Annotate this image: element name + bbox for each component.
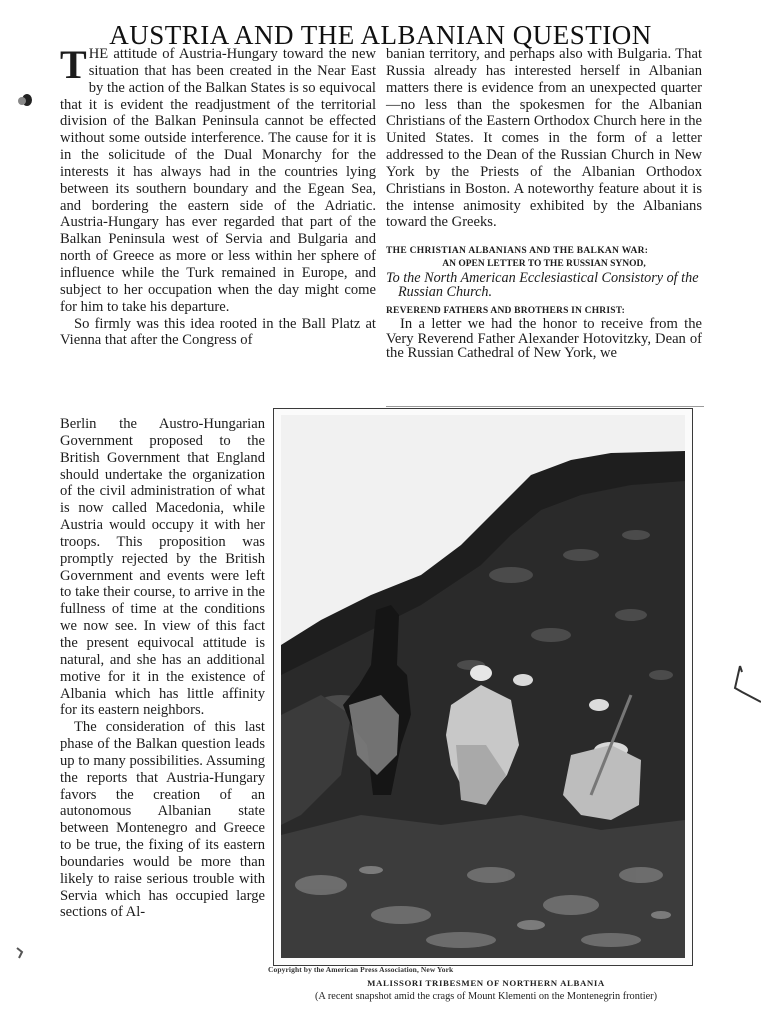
left-column-narrow [60, 416, 265, 921]
left-column-wide [60, 42, 376, 349]
article-title: AUSTRIA AND THE ALBANIAN QUESTION [109, 20, 652, 51]
column-divider-rule [386, 406, 704, 407]
ink-blot-mark-icon [14, 946, 26, 960]
paragraph-3: The consideration of this last phase of the Balkan question leads up to many possibilities. Assuming the reports that Austria-Hungary favors the creation of an autonomous Albanian state between Montenegro and Greece to be true, the fixing of its eastern boundaries would be more than likely to raise serious trouble with Servia which has occupied large sections of Al- [60, 719, 265, 921]
letter-subheading: AN OPEN LETTER TO THE RUSSIAN SYNOD, [442, 259, 646, 270]
ink-blot-mark-icon [16, 92, 34, 108]
paragraph-1: THE attitude of Austria-Hungary toward the new situation that has been created in the Near East by the action of the Balkan States is so equivocal that it is evident the readjustment of the territorial division of the Balkan Peninsula cannot be effected without some outside interference. The cause for it is in the solicitude of the Dual Monarchy for the interests it has always had in the countries lying between its southern boundary and the Egean Sea, and bordering the eastern side of the Adriatic. Austria-Hungary has ever regarded that part of the Balkan Peninsula west of Servia and Bulgaria and north of Greece as more or less within her sphere of influence while the Turk remained in Europe, and subject to her occupation when the day might come for him to take his departure. [60, 42, 376, 315]
drop-cap: T [60, 42, 87, 87]
letter-heading: THE CHRISTIAN ALBANIANS AND THE BALKAN WAR: [386, 246, 649, 257]
letter-salutation: REVEREND FATHERS AND BROTHERS IN CHRIST: [386, 306, 625, 317]
letter-address: To the North American Ecclesiastical Consistory of the Russian Church. [386, 270, 699, 301]
letter-body: In a letter we had the honor to receive from the Very Reverend Father Alexander Hotovitzky, Dean of the Russian Cathedral of New York, we [386, 316, 702, 362]
photo-credit: Copyright by the American Press Association, New York [268, 965, 454, 974]
paragraph-2-continued: Berlin the Austro-Hungarian Government proposed to the British Government that England should undertake the organization of the civil administration of what is now called Macedonia, while Austria would occupy it with her troops. This proposition was promptly rejected by the British Government and events were left to take their course, to arrive in the fullness of time at the conditions we now see. In view of this fact the present equivocal attitude is natural, and she has an additional motive for it in the existence of Albania which has little affinity for its eastern neighbors. [60, 416, 265, 719]
caption-subtitle: (A recent snapshot amid the crags of Mount Klementi on the Montenegrin frontier) [315, 991, 657, 1002]
paragraph-2-start: So firmly was this idea rooted in the Ball Platz at Vienna that after the Congress of [60, 315, 376, 349]
paragraph-continued: banian territory, and perhaps also with Bulgaria. That Russia already has interested herself in Albanian matters there is evidence from an unexpected quarter—no less than the spokesmen for the Albanian Christians of the Eastern Orthodox Church here in the United States. It comes in the form of a letter addressed to the Dean of the Russian Church in New York by the Priests of the Albanian Orthodox Christians in Boston. A noteworthy feature about it is the intense animosity exhibited by the Albanians toward the Greeks. [386, 46, 702, 231]
photo-frame [273, 408, 693, 966]
caption-title: MALISSORI TRIBESMEN OF NORTHERN ALBANIA [367, 978, 605, 988]
pencil-mark-icon [730, 662, 761, 706]
right-column [386, 46, 702, 361]
tribesmen-photo [281, 415, 685, 958]
